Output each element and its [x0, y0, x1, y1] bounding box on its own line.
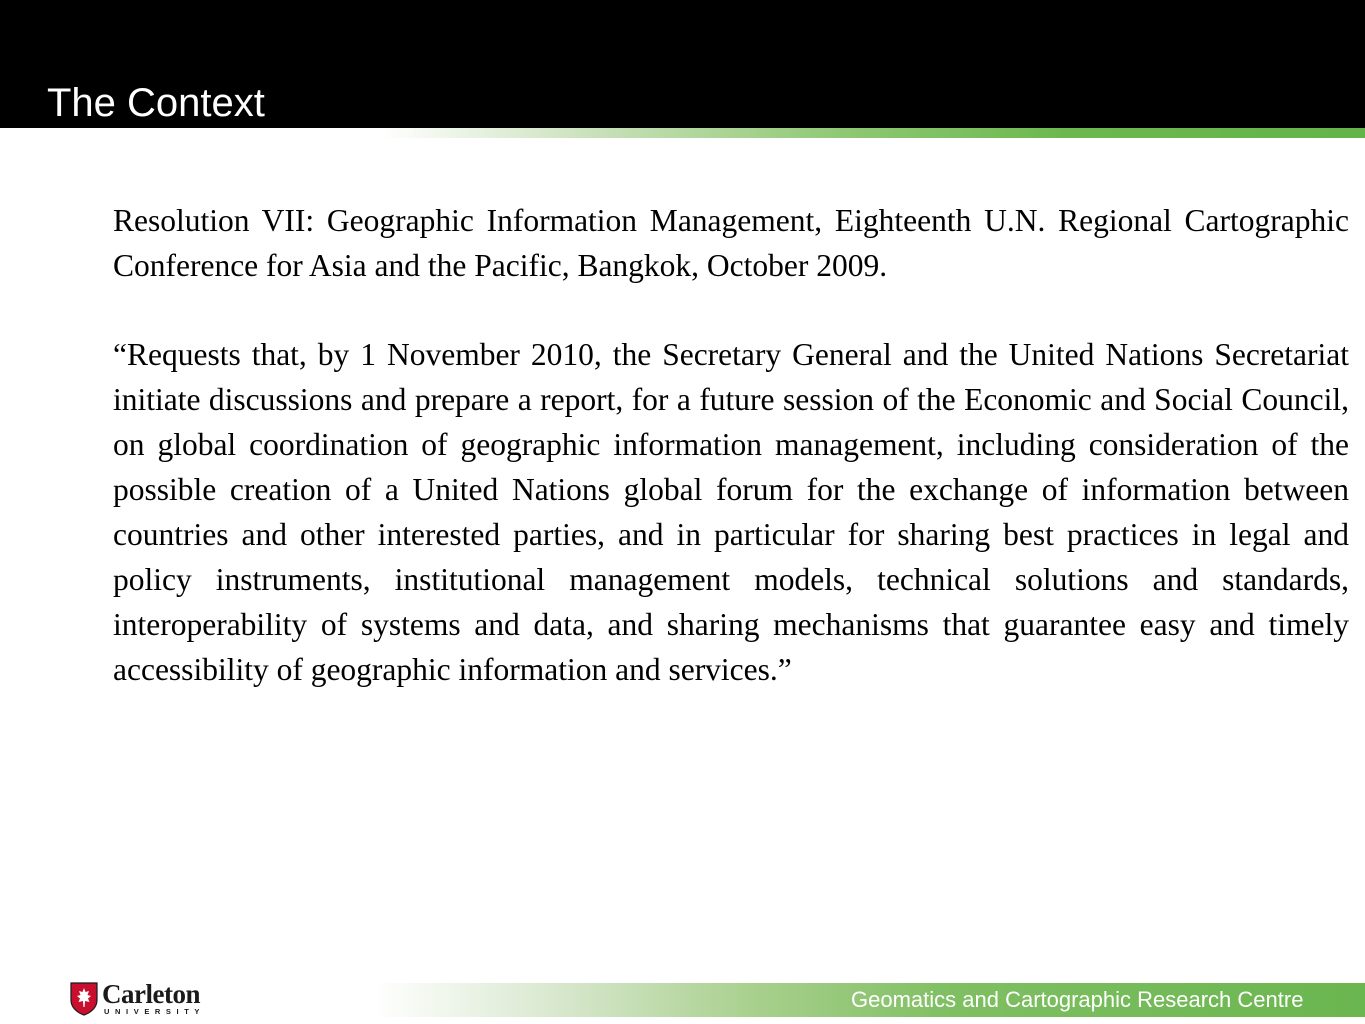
resolution-quote: “Requests that, by 1 November 2010, the Secretary General and the United Nations Secretariat initiate discussions and prepare a report, for a future session of the Economic and Social Council, on global coordination of geographic information management, including consideration of the possible creation of a United Nations global forum for the exchange of information between countries and other interested parties, and in particular for sharing best practices in legal and policy instruments, institutional management models, technical solutions and standards, interoperability of systems and data, and sharing mechanisms that guarantee easy and timely accessibility of geographic information and services.” [113, 337, 1349, 687]
header-bar [0, 0, 1365, 128]
resolution-citation: Resolution VII: Geographic Information Management, Eighteenth U.N. Regional Cartographic Conference for Asia and the Pacific, Bangkok, October 2009. [113, 203, 1349, 283]
paragraph-spacer [113, 288, 1349, 332]
slide-body [113, 198, 1349, 692]
centre-name: Geomatics and Cartographic Research Centre [851, 987, 1304, 1012]
carleton-shield-icon [70, 982, 98, 1016]
carleton-logo [70, 979, 210, 1018]
slide-title: The Context [47, 81, 265, 125]
header-accent-stripe [0, 128, 1365, 138]
logo-subtitle: UNIVERSITY [104, 1007, 206, 1016]
logo-name: Carleton [102, 979, 200, 1009]
